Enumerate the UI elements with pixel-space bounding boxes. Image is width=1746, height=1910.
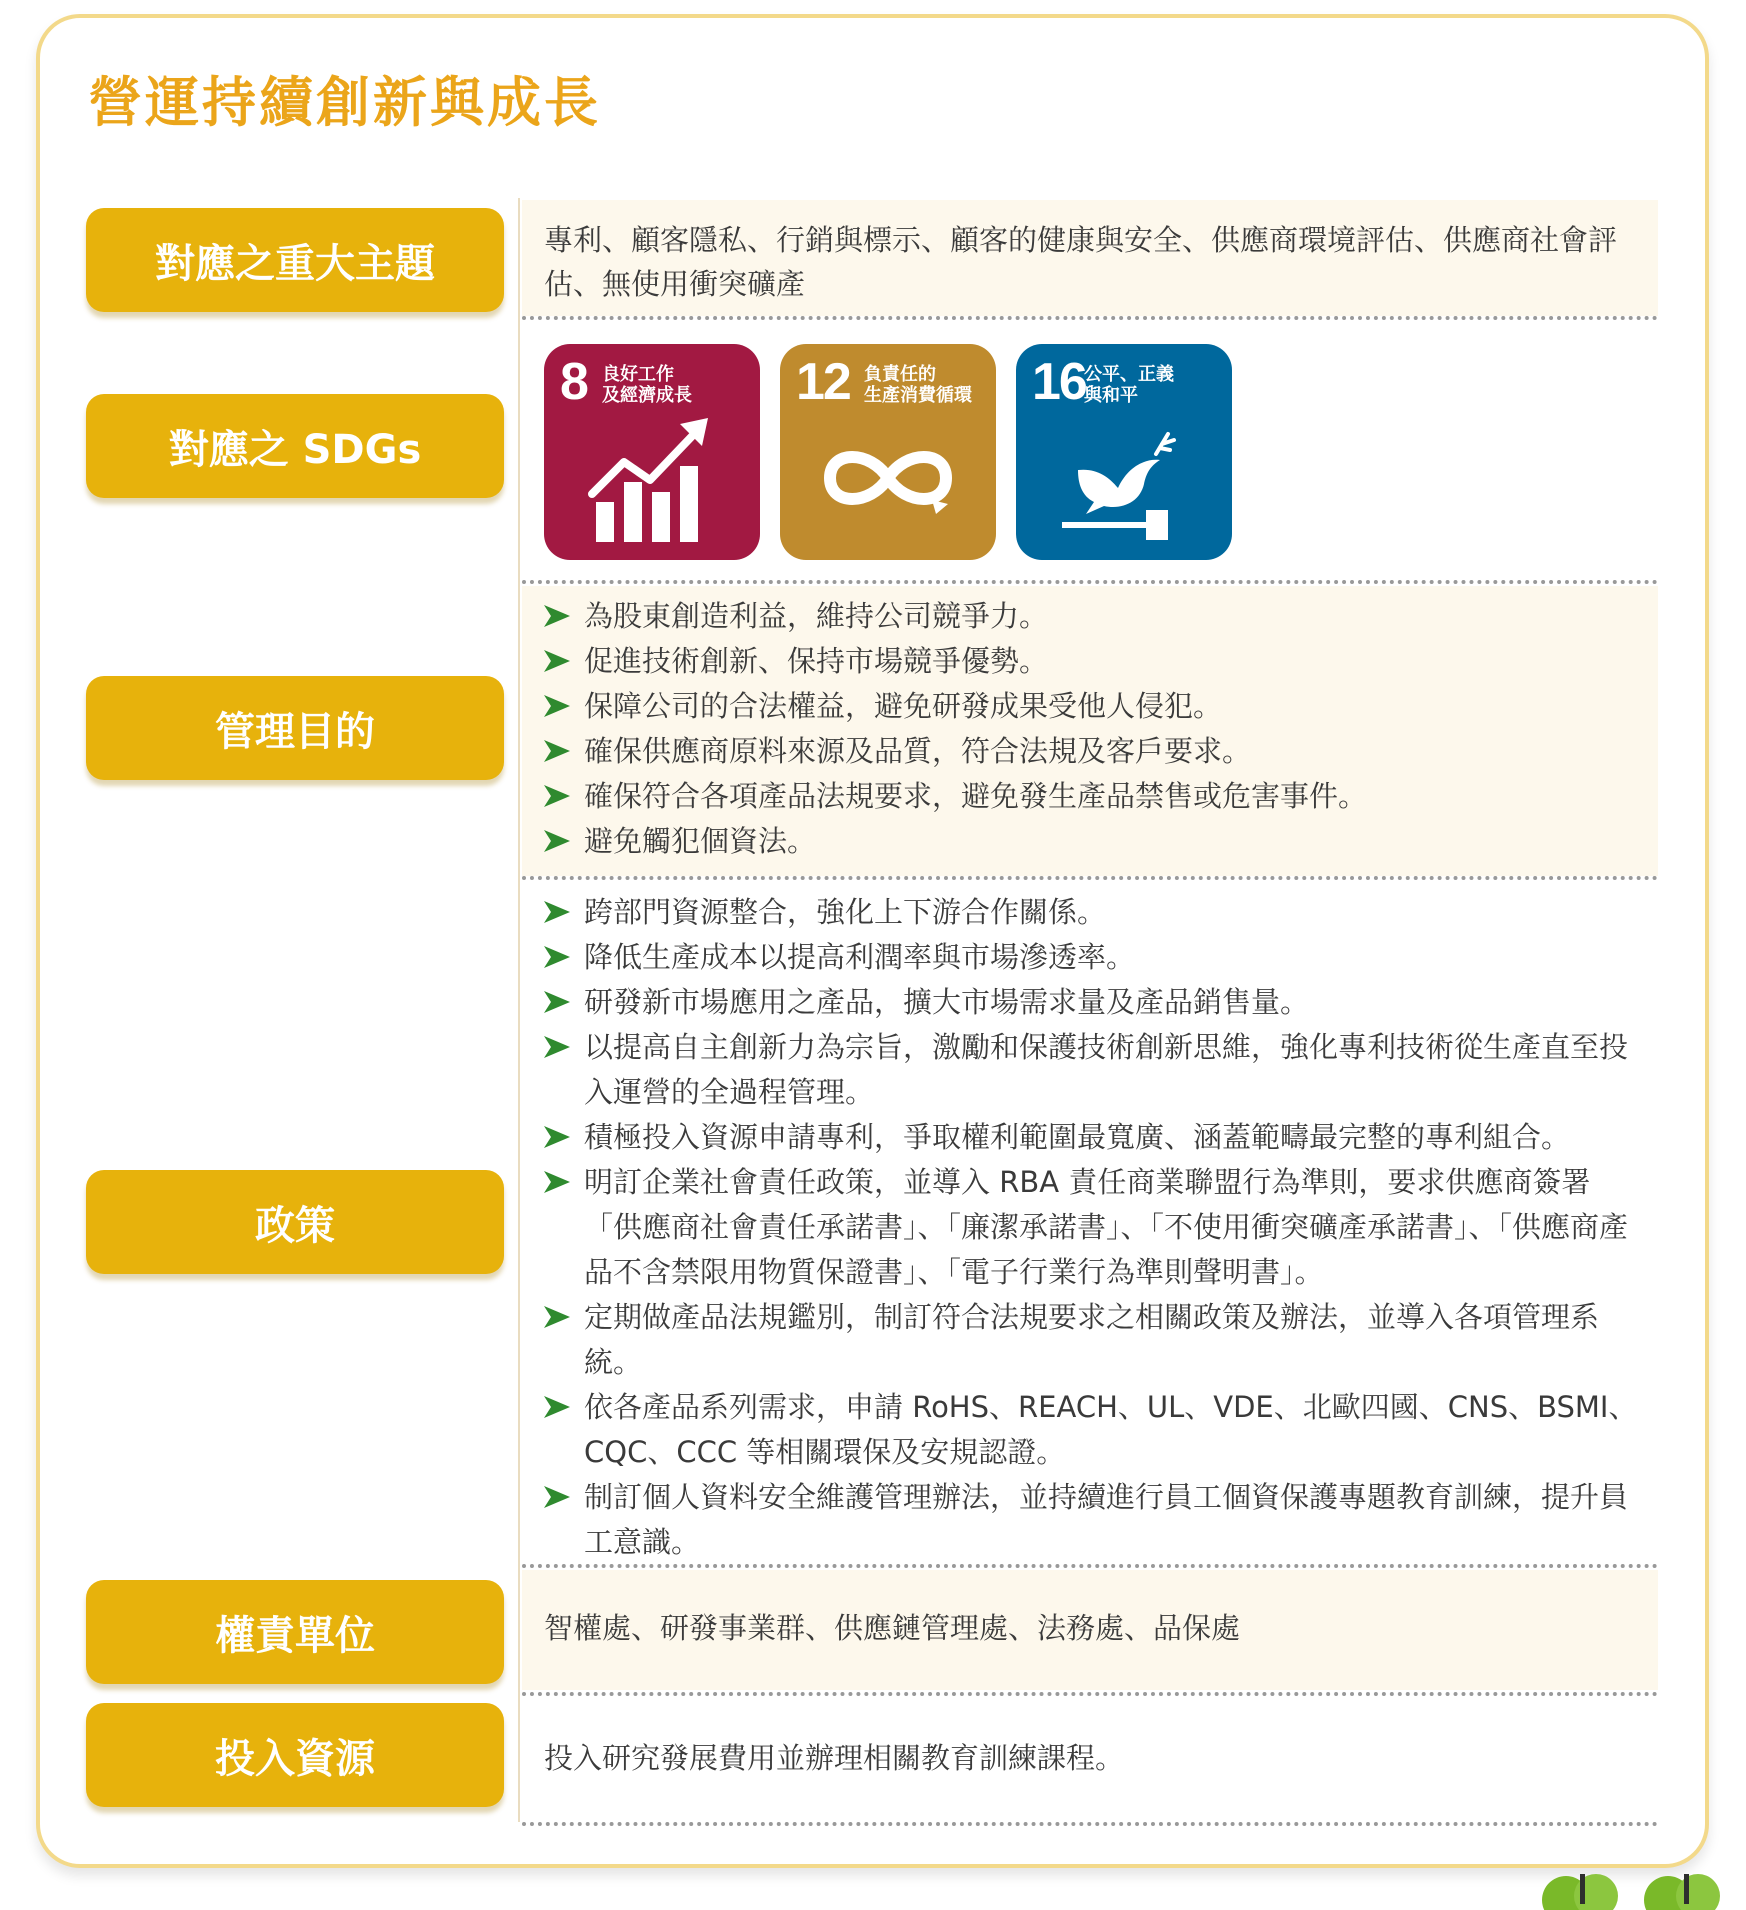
page-title: 營運持續創新與成長 (88, 71, 601, 134)
label-responsible-units: 權責單位 (86, 1580, 504, 1684)
bullet-arrow-icon (544, 605, 570, 627)
label-goals: 管理目的 (86, 676, 504, 780)
policy-text: 制訂個人資料安全維護管理辦法，並持續進行員工個資保護專題教育訓練，提升員工意識。 (584, 1480, 1629, 1559)
sdg-name: 負責任的 生產消費循環 (864, 364, 972, 405)
bullet-arrow-icon (544, 1306, 570, 1328)
goals-item (544, 729, 1642, 774)
policy-text: 明訂企業社會責任政策，並導入 RBA 責任商業聯盟行為準則，要求供應商簽署「供應商社會責任承諾書」、「廉潔承諾書」、「不使用衝突礦產承諾書」、「供應商產品不含禁限用物質保證書」、「電子行業行為準則聲明書」。 (584, 1165, 1629, 1289)
resources-text: 投入研究發展費用並辦理相關教育訓練課程。 (544, 1741, 1125, 1775)
policy-item (544, 1295, 1642, 1385)
policy-text: 降低生產成本以提高利潤率與市場滲透率。 (584, 940, 1136, 974)
label-sdgs: 對應之 SDGs (86, 394, 504, 498)
goals-text: 避免觸犯個資法。 (584, 824, 817, 858)
policy-text: 以提高自主創新力為宗旨，激勵和保護技術創新思維，強化專利技術從生產直至投入運營的全過程管理。 (584, 1030, 1629, 1109)
sdg-number: 16 (1032, 353, 1086, 411)
goals-list (544, 594, 1642, 864)
policy-item (544, 935, 1642, 980)
policy-item (544, 1160, 1642, 1295)
goals-item (544, 684, 1642, 729)
label-resources: 投入資源 (86, 1703, 504, 1807)
sdg-number: 8 (560, 353, 587, 411)
row-separator (522, 316, 1658, 320)
growth-chart-icon (584, 410, 720, 546)
bullet-arrow-icon (544, 946, 570, 968)
resources-row (522, 1698, 1658, 1818)
goals-text: 保障公司的合法權益，避免研發成果受他人侵犯。 (584, 689, 1223, 723)
sdg-name: 公平、正義 與和平 (1084, 364, 1174, 405)
goals-item (544, 774, 1642, 819)
bullet-arrow-icon (544, 901, 570, 923)
policy-list (544, 890, 1642, 1565)
sprout-decoration-icon (1526, 1866, 1746, 1910)
label-policy: 政策 (86, 1170, 504, 1274)
policy-item (544, 1385, 1642, 1475)
policy-item (544, 1115, 1642, 1160)
goals-item (544, 819, 1642, 864)
bullet-arrow-icon (544, 1171, 570, 1193)
material-topics-text: 專利、顧客隱私、行銷與標示、顧客的健康與安全、供應商環境評估、供應商社會評估、無使用衝突礦產 (544, 223, 1618, 301)
bullet-arrow-icon (544, 785, 570, 807)
bullet-arrow-icon (544, 1036, 570, 1058)
sdg-tile-8 (544, 344, 760, 560)
sdg-tile-16 (1016, 344, 1232, 560)
material-topics-row (522, 200, 1658, 316)
row-separator (522, 580, 1658, 584)
bullet-arrow-icon (544, 1126, 570, 1148)
policy-text: 跨部門資源整合，強化上下游合作關係。 (584, 895, 1107, 929)
bullet-arrow-icon (544, 991, 570, 1013)
policy-item (544, 1475, 1642, 1565)
goals-item (544, 594, 1642, 639)
policy-text: 研發新市場應用之產品，擴大市場需求量及產品銷售量。 (584, 985, 1310, 1019)
bullet-arrow-icon (544, 650, 570, 672)
policy-text: 積極投入資源申請專利，爭取權利範圍最寬廣、涵蓋範疇最完整的專利組合。 (584, 1120, 1571, 1154)
bullet-arrow-icon (544, 830, 570, 852)
column-divider (518, 198, 520, 1822)
goals-item (544, 639, 1642, 684)
responsible-units-row (522, 1570, 1658, 1690)
policy-item (544, 890, 1642, 935)
policy-text: 定期做產品法規鑑別，制訂符合法規要求之相關政策及辦法，並導入各項管理系統。 (584, 1300, 1600, 1379)
bullet-arrow-icon (544, 1486, 570, 1508)
row-separator (522, 1822, 1658, 1826)
sdg-name: 良好工作 及經濟成長 (602, 364, 692, 405)
policy-row (522, 882, 1658, 1562)
goals-text: 促進技術創新、保持市場競爭優勢。 (584, 644, 1049, 678)
label-material-topics: 對應之重大主題 (86, 208, 504, 312)
row-separator (522, 1692, 1658, 1696)
infinity-icon (820, 410, 956, 546)
goals-row (522, 586, 1658, 876)
dove-gavel-icon (1056, 410, 1192, 546)
sdg-number: 12 (796, 353, 850, 411)
bullet-arrow-icon (544, 740, 570, 762)
sdg-tile-12 (780, 344, 996, 560)
bullet-arrow-icon (544, 695, 570, 717)
responsible-units-text: 智權處、研發事業群、供應鏈管理處、法務處、品保處 (544, 1611, 1241, 1645)
policy-item (544, 1025, 1642, 1115)
bullet-arrow-icon (544, 1396, 570, 1418)
goals-text: 確保供應商原料來源及品質，符合法規及客戶要求。 (584, 734, 1252, 768)
policy-text: 依各產品系列需求，申請 RoHS、REACH、UL、VDE、北歐四國、CNS、BSMI、CQC、CCC 等相關環保及安規認證。 (584, 1390, 1638, 1469)
row-separator (522, 1564, 1658, 1568)
goals-text: 確保符合各項產品法規要求，避免發生產品禁售或危害事件。 (584, 779, 1368, 813)
row-separator (522, 876, 1658, 880)
goals-text: 為股東創造利益，維持公司競爭力。 (584, 599, 1049, 633)
policy-item (544, 980, 1642, 1025)
